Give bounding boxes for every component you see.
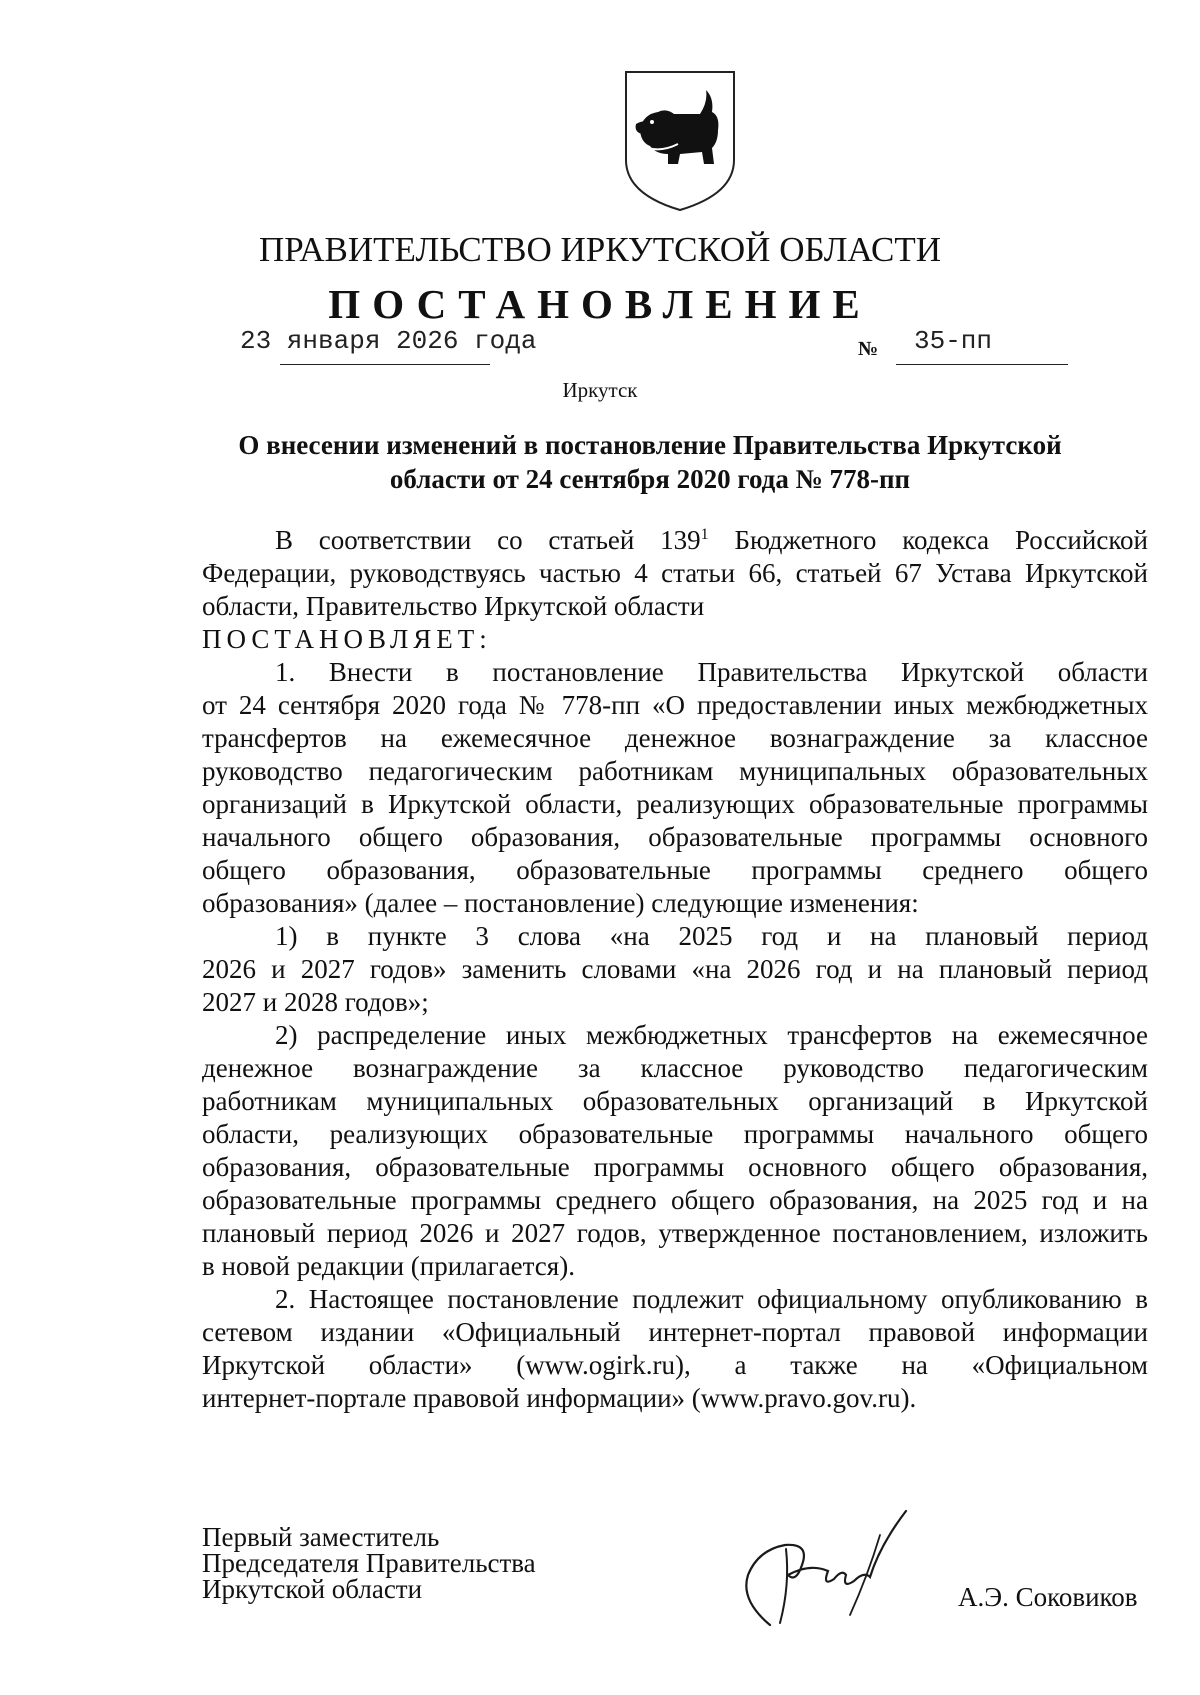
sub2-line: плановый период 2026 и 2027 годов, утвержденное постановлением, изложить bbox=[202, 1218, 1148, 1248]
sub2-line: 2) распределение иных межбюджетных трансфертов на ежемесячное bbox=[275, 1020, 1148, 1050]
preamble-line-1b: Бюджетного кодекса Российской bbox=[708, 525, 1149, 555]
sub1-line: 2026 и 2027 годов» заменить словами «на 2026 год и на плановый период bbox=[202, 954, 1148, 984]
preamble-line-2: Федерации, руководствуясь частью 4 статьи 66, статьей 67 Устава Иркутской bbox=[202, 558, 1148, 588]
document-body bbox=[202, 524, 1148, 1415]
date-underline bbox=[280, 364, 490, 365]
item2-line: интернет-портале правовой информации» (www.pravo.gov.ru). bbox=[202, 1383, 917, 1413]
preamble bbox=[202, 524, 1148, 656]
item1-line: общего образования, образовательные программы среднего общего bbox=[202, 855, 1148, 885]
sub1-line: 1) в пункте 3 слова «на 2025 год и на плановый период bbox=[275, 921, 1148, 951]
document-date bbox=[240, 326, 537, 356]
handwritten-signature bbox=[730, 1505, 920, 1630]
sub2-line: области, реализующих образовательные программы начального общего bbox=[202, 1119, 1148, 1149]
subject-line-2: области от 24 сентября 2020 года № 778-пп bbox=[389, 464, 911, 494]
article-superscript: 1 bbox=[700, 526, 709, 543]
signer-position-line: Иркутской области bbox=[202, 1574, 423, 1604]
item2-line: 2. Настоящее постановление подлежит официальному опубликованию в bbox=[275, 1284, 1148, 1314]
document-type-title: ПОСТАНОВЛЕНИЕ bbox=[328, 281, 872, 327]
item1-line: от 24 сентября 2020 года № 778-пп «О предоставлении иных межбюджетных bbox=[202, 690, 1148, 720]
subject-line-1: О внесении изменений в постановление Правительства Иркутской bbox=[238, 430, 1062, 460]
number-underline bbox=[896, 364, 1068, 365]
paragraph-item-2 bbox=[202, 1283, 1148, 1415]
item1-line: 1. Внести в постановление Правительства Иркутской области bbox=[275, 657, 1148, 687]
number-sign: № bbox=[858, 338, 879, 360]
item1-line: руководство педагогическим работникам муниципальных образовательных bbox=[202, 756, 1148, 786]
date-text: 23 января 2026 года bbox=[240, 326, 537, 356]
preamble-line-1a: В соответствии со статьей 139 bbox=[275, 525, 701, 555]
document-subject bbox=[200, 428, 1100, 496]
sub2-line: денежное вознаграждение за классное руководство педагогическим bbox=[202, 1053, 1148, 1083]
item2-line: Иркутской области» (www.ogirk.ru), а также на «Официальном bbox=[202, 1350, 1148, 1380]
sub1-line: 2027 и 2028 годов»; bbox=[202, 987, 429, 1017]
item1-line: трансфертов на ежемесячное денежное вознаграждение за классное bbox=[202, 723, 1148, 753]
government-title: ПРАВИТЕЛЬСТВО ИРКУТСКОЙ ОБЛАСТИ bbox=[259, 230, 941, 269]
signer-position-line: Первый заместитель bbox=[202, 1522, 440, 1552]
preamble-line-3: области, Правительство Иркутской области bbox=[202, 591, 705, 621]
sub2-line: в новой редакции (прилагается). bbox=[202, 1251, 575, 1281]
preamble-line-1 bbox=[202, 524, 1148, 557]
item1-line: образования» (далее – постановление) следующие изменения: bbox=[202, 888, 919, 918]
sub2-line: работникам муниципальных образовательных организаций в Иркутской bbox=[202, 1086, 1148, 1116]
item1-line: организаций в Иркутской области, реализующих образовательные программы bbox=[202, 789, 1148, 819]
paragraph-sub-1 bbox=[202, 920, 1148, 1019]
signer-position bbox=[202, 1524, 536, 1602]
paragraph-item-1 bbox=[202, 656, 1148, 920]
signer-position-line: Председателя Правительства bbox=[202, 1548, 536, 1578]
item2-line: сетевом издании «Официальный интернет-портал правовой информации bbox=[202, 1317, 1148, 1347]
sub2-line: образования, образовательные программы основного общего образования, bbox=[202, 1152, 1148, 1182]
paragraph-sub-2 bbox=[202, 1019, 1148, 1283]
resolves-word: ПОСТАНОВЛЯЕТ: bbox=[202, 624, 492, 654]
city-name: Иркутск bbox=[562, 378, 638, 402]
coat-of-arms-icon bbox=[622, 68, 738, 214]
item1-line: начального общего образования, образовательные программы основного bbox=[202, 822, 1148, 852]
number-text: 35-пп bbox=[914, 326, 993, 356]
signer-name: А.Э. Соковиков bbox=[958, 1582, 1138, 1612]
sub2-line: образовательные программы среднего общего образования, на 2025 год и на bbox=[202, 1185, 1148, 1215]
